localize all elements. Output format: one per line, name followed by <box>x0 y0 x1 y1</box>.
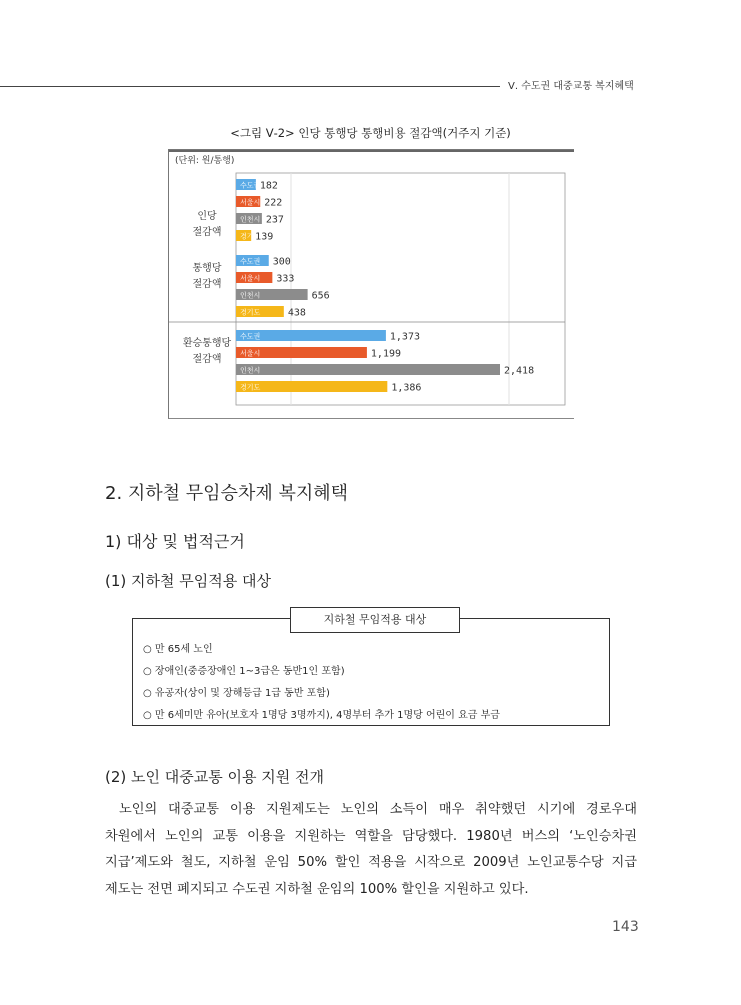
bar-value-label: 222 <box>264 197 283 209</box>
group-label: 절감액 <box>192 227 222 238</box>
box-title: 지하철 무임적용 대상 <box>290 607 460 633</box>
list-item: ○ 만 6세미만 유아(보호자 1명당 3명까지), 4명부터 추가 1명당 어린이 요금 부금 <box>143 710 500 721</box>
bar-value-label: 182 <box>259 180 278 192</box>
list-item: ○ 장애인(중증장애인 1~3급은 동반1인 포함) <box>143 666 345 677</box>
body-paragraph <box>105 797 637 903</box>
group-label: 통행당 <box>192 263 222 274</box>
paragraph-line: 제도는 전면 폐지되고 수도권 지하철 운임의 100% 할인을 지원하고 있다. <box>105 881 529 897</box>
bar-series-label: 인천시 <box>240 215 261 224</box>
bar-value-label: 1,373 <box>389 331 421 343</box>
group-label: 인당 <box>197 211 217 222</box>
group-label: 절감액 <box>192 279 222 290</box>
running-header: Ⅴ. 수도권 대중교통 복지혜택 <box>508 81 634 92</box>
bar-value-label: 438 <box>287 307 306 319</box>
bar-value-label: 139 <box>255 231 274 243</box>
eligibility-box <box>132 618 610 726</box>
group-label: 환승통행당 <box>182 338 232 349</box>
list-item: ○ 유공자(상이 및 장해등급 1급 동반 포함) <box>143 688 330 699</box>
group-label: 절감액 <box>192 354 222 365</box>
bar-series-label: 서울시 <box>240 349 261 358</box>
figure-caption: <그림 Ⅴ-2> 인당 통행당 통행비용 절감액(거주지 기준) <box>230 126 511 140</box>
unit-label: (단위: 원/통행) <box>175 156 235 166</box>
page-number: 143 <box>612 919 639 935</box>
bar-series-label: 인천시 <box>240 291 261 300</box>
subsection-heading: 1) 대상 및 법적근거 <box>105 532 245 551</box>
bar-series-label: 경기도 <box>240 232 261 241</box>
bar-value-label: 300 <box>272 256 291 268</box>
chart-canvas <box>169 150 574 418</box>
item-heading-2: (2) 노인 대중교통 이용 지원 전개 <box>105 768 324 786</box>
header-rule <box>0 86 500 87</box>
bar <box>236 364 500 375</box>
bar-value-label: 656 <box>311 290 330 302</box>
paragraph-line: 노인의 대중교통 이용 지원제도는 노인의 소득이 매우 취약했던 시기에 경로우대 <box>119 802 637 817</box>
bar-series-label: 경기도 <box>240 308 261 317</box>
section-heading: 2. 지하철 무임승차제 복지혜택 <box>105 483 348 504</box>
bar-series-label: 수도권 <box>240 332 261 341</box>
list-item: ○ 만 65세 노인 <box>143 644 213 655</box>
bar-series-label: 수도권 <box>240 257 261 266</box>
bar-series-label: 서울시 <box>240 274 261 283</box>
bar-series-label: 수도권 <box>240 181 261 190</box>
bar-series-label: 서울시 <box>240 198 261 207</box>
bar-series-label: 인천시 <box>240 366 261 375</box>
bar-value-label: 237 <box>265 214 284 226</box>
bar-value-label: 2,418 <box>504 365 535 377</box>
bar-value-label: 333 <box>276 273 295 285</box>
bar-value-label: 1,386 <box>391 382 422 394</box>
paragraph-line: 지급’제도와 철도, 지하철 운임 50% 할인 적용을 시작으로 2009년 노인교통수당 지급 <box>105 855 637 870</box>
eligibility-list <box>143 639 500 727</box>
bar-value-label: 1,199 <box>370 348 402 360</box>
bar-series-label: 경기도 <box>240 383 261 392</box>
item-heading-1: (1) 지하철 무임적용 대상 <box>105 572 271 590</box>
paragraph-line: 차원에서 노인의 교통 이용을 지원하는 역할을 담당했다. 1980년 버스의 ‘노인승차권 <box>105 828 637 844</box>
bar-chart <box>168 149 574 419</box>
